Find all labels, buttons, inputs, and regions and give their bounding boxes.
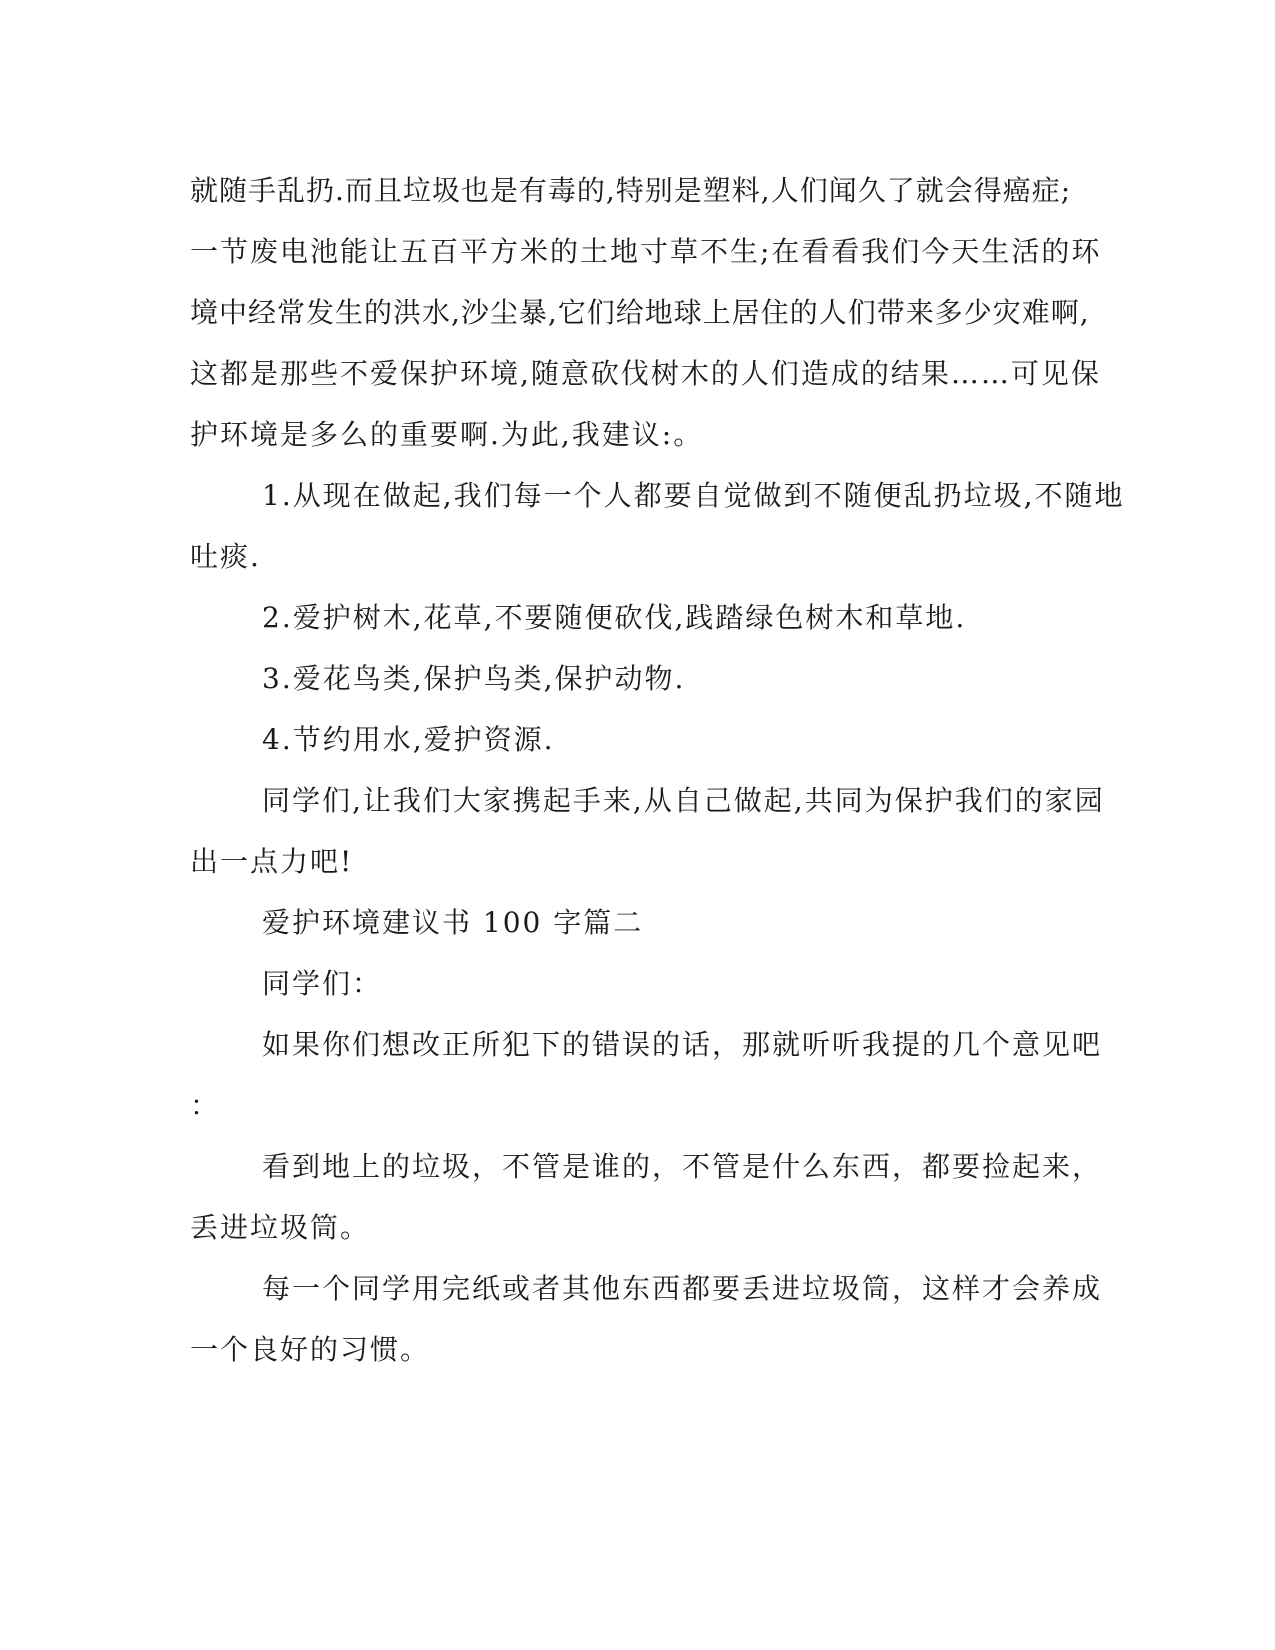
- text-line: 一节废电池能让五百平方米的土地寸草不生;在看看我们今天生活的环: [190, 235, 1102, 268]
- text-line: ：: [190, 1089, 221, 1122]
- text-line: 吐痰.: [190, 540, 261, 573]
- text-line: 境中经常发生的洪水,沙尘暴,它们给地球上居住的人们带来多少灾难啊,: [190, 296, 1090, 329]
- salutation: 同学们：: [262, 967, 383, 1000]
- paragraph-line: 如果你们想改正所犯下的错误的话，那就听听我提的几个意见吧: [262, 1028, 1103, 1061]
- text-line: 出一点力吧!: [190, 845, 354, 878]
- list-item-4: 4.节约用水,爱护资源.: [262, 723, 555, 756]
- list-item-1: 1.从现在做起,我们每一个人都要自觉做到不随便乱扔垃圾,不随地: [262, 479, 1125, 512]
- list-item-2: 2.爱护树木,花草,不要随便砍伐,践踏绿色树木和草地.: [262, 601, 967, 634]
- text-line: 丢进垃圾筒。: [190, 1211, 371, 1244]
- paragraph-line: 同学们,让我们大家携起手来,从自己做起,共同为保护我们的家园: [262, 784, 1105, 817]
- text-line: 这都是那些不爱保护环境,随意砍伐树木的人们造成的结果……可见保: [190, 357, 1101, 390]
- list-item-3: 3.爱花鸟类,保护鸟类,保护动物.: [262, 662, 686, 695]
- paragraph-line: 看到地上的垃圾，不管是谁的，不管是什么东西，都要捡起来，: [262, 1150, 1103, 1183]
- paragraph-line: 每一个同学用完纸或者其他东西都要丢进垃圾筒，这样才会养成: [262, 1272, 1103, 1305]
- text-line: 一个良好的习惯。: [190, 1333, 431, 1366]
- text-line: 护环境是多么的重要啊.为此,我建议:。: [190, 418, 704, 451]
- text-line: 就随手乱扔.而且垃圾也是有毒的,特别是塑料,人们闻久了就会得癌症;: [190, 174, 1072, 207]
- section-heading: 爱护环境建议书 100 字篇二: [262, 906, 644, 939]
